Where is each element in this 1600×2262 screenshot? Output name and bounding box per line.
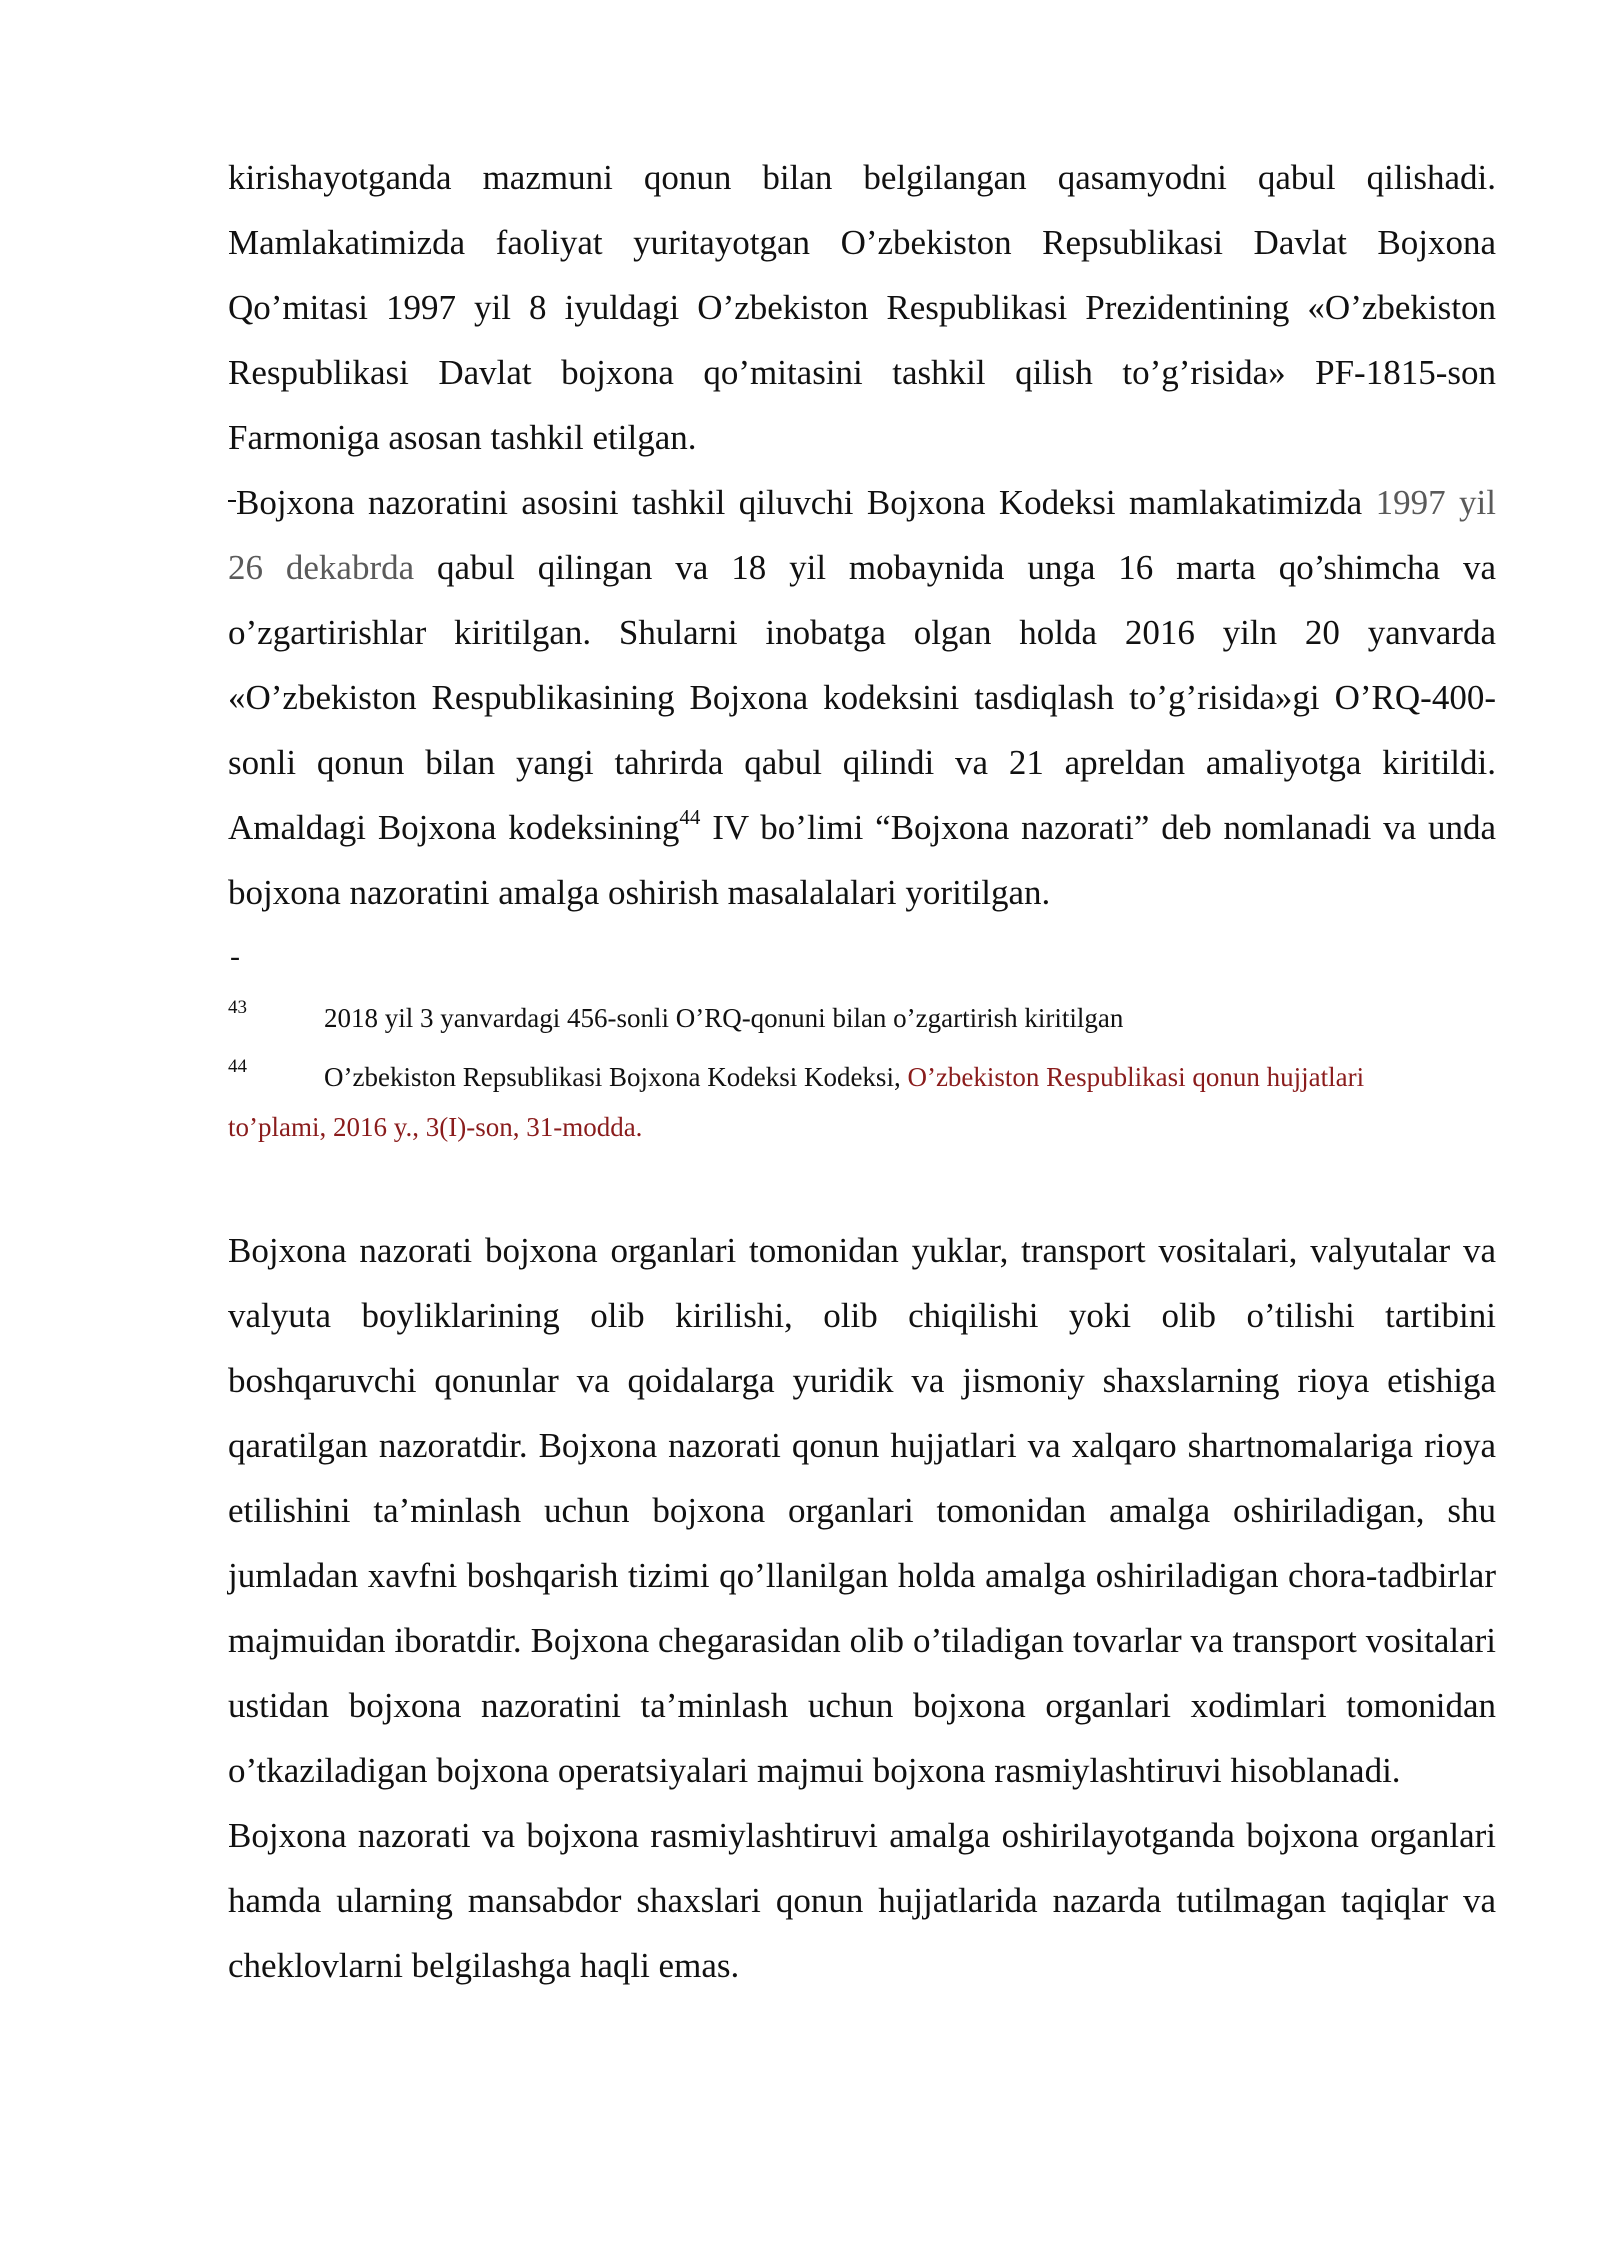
footnote-number: 44 [228, 1056, 247, 1077]
footnote-43 [228, 993, 1496, 1043]
paragraph-customs-code-text-b: qabul qilingan va 18 yil mobaynida unga 16 marta qo’shimcha va o’zgartirishlar kiritilgan. Shularni inobatga olgan holda 2016 yiln 20 yanvarda «O’zbekiston Respublikasining Bojxona kodeksini tasdiqlash to’g’risida»gi O’RQ-400-sonli qonun bilan yangi tahrirda qabul qilindi va 21 apreldan amaliyotga kiritildi. Amaldagi Bojxona kodeksining [228, 548, 1496, 847]
paragraph-oath-and-committee: kirishayotganda mazmuni qonun bilan belgilangan qasamyodni qabul qilishadi. Mamlakatimizda faoliyat yuritayotgan O’zbekiston Repsublikasi Davlat Bojxona Qo’mitasi 1997 yil 8 iyuldagi O’zbekiston Respublikasi Prezidentining «O’zbekiston Respublikasi Davlat bojxona qo’mitasini tashkil qilish to’g’risida» PF-1815-son Farmoniga asosan tashkil etilgan. [228, 158, 1496, 457]
paragraph-customs-code [228, 470, 1496, 925]
paragraph-customs-code-text-a: Bojxona nazoratini asosini tashkil qiluvchi Bojxona Kodeksi mamlakatimizda [236, 483, 1376, 522]
footnote-number: 43 [228, 997, 247, 1018]
underscore-mark [228, 470, 236, 502]
main-text-section-2 [228, 1218, 1496, 1998]
paragraph-restrictions: Bojxona nazorati va bojxona rasmiylashtiruvi amalga oshirilayotganda bojxona organlari hamda ularning mansabdor shaxslari qonun hujjatlarida nazarda tutilmagan taqiqlar va cheklovlarni belgilashga haqli emas. [228, 1816, 1496, 1985]
footnote-source-link[interactable]: O’zbekiston Respublikasi qonun hujjatlari [907, 1062, 1365, 1092]
footnote-source-link-cont[interactable]: to’plami, 2016 y., 3(I)-son, 31-modda. [228, 1112, 643, 1142]
paragraph-customs-code-text-c: IV bo’limi “Bojxona nazorati” deb nomlanadi va unda bojxona nazoratini amalga oshirish masalalalari yoritilgan. [228, 808, 1497, 912]
paragraph-customs-control-definition: Bojxona nazorati bojxona organlari tomonidan yuklar, transport vositalari, valyutalar va valyuta boyliklarining olib kirilishi, olib chiqilishi yoki olib o’tilishi tartibini boshqaruvchi qonunlar va qoidalarga yuridik va jismoniy shaxslarning rioya etishiga qaratilgan nazoratdir. Bojxona nazorati qonun hujjatlari va xalqaro shartnomalariga rioya etilishini ta’minlash uchun bojxona organlari tomonidan amalga oshiriladigan, shu jumladan xavfni boshqarish tizimi qo’llanilgan holda amalga oshiriladigan chora-tadbirlar majmuidan iboratdir. Bojxona chegarasidan olib o’tiladigan tovarlar va transport vositalari ustidan bojxona nazoratini ta’minlash uchun bojxona organlari xodimlari tomonidan o’tkaziladigan bojxona operatsiyalari majmui bojxona rasmiylashtiruvi hisoblanadi. [228, 1231, 1496, 1790]
adoption-date: 1997 yil 26 dekabrda [228, 483, 1497, 587]
footnote-44 [228, 1052, 1496, 1152]
footnote-ref-44[interactable]: 44 [679, 805, 701, 829]
footnote-separator: - [230, 940, 240, 973]
footnote-text: O’zbekiston Repsublikasi Bojxona Kodeksi Kodeksi, [324, 1062, 908, 1092]
main-text-section-1 [228, 145, 1496, 925]
footnote-text-line-1 [228, 1052, 1496, 1102]
footnote-text: 2018 yil 3 yanvardagi 456-sonli O’RQ-qonuni bilan o’zgartirish kiritilgan [324, 1003, 1124, 1033]
